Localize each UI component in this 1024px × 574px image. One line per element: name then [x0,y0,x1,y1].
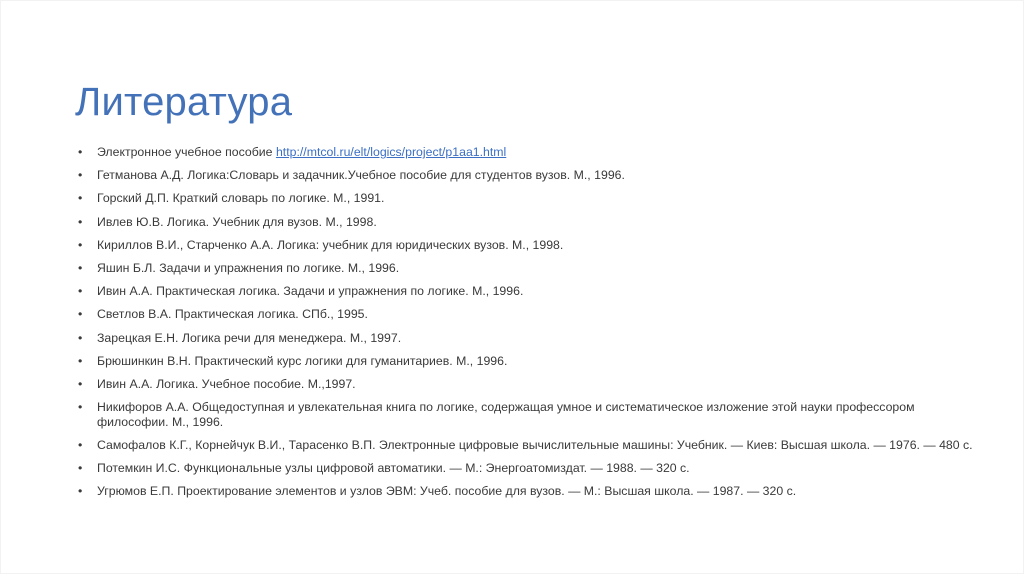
list-item [73,377,973,392]
reference-text: Угрюмов Е.П. Проектирование элементов и узлов ЭВМ: Учеб. пособие для вузов. — М.: Высшая школа. — 1987. — 320 с. [97,484,797,499]
list-item [73,261,973,276]
reference-link[interactable]: http://mtcol.ru/elt/logics/project/p1aa1.html [275,145,507,159]
list-item [73,307,973,322]
list-item [73,331,973,346]
bullet-icon: • [78,437,83,452]
reference-text: Никифоров А.А. Общедоступная и увлекательная книга по логике, содержащая умное и систематическое изложение этой науки профессором философии. М., 1996. [97,400,915,429]
bullet-icon: • [78,461,83,476]
list-item [73,238,973,253]
reference-text: Потемкин И.С. Функциональные узлы цифровой автоматики. — М.: Энергоатомиздат. — 1988. — 320 с. [97,461,690,476]
bullet-icon: • [78,400,83,415]
reference-text [97,145,506,159]
reference-prefix: Электронное учебное пособие [97,145,276,159]
reference-text: Кириллов В.И., Старченко А.А. Логика: учебник для юридических вузов. М., 1998. [97,237,564,252]
reference-text: Горский Д.П. Краткий словарь по логике. М., 1991. [97,191,385,206]
bullet-icon: • [78,330,83,345]
reference-text: Ивин А.А. Логика. Учебное пособие. М.,1997. [97,376,356,391]
list-item [73,191,973,206]
bullet-icon: • [78,353,83,368]
page-title: Литература [75,79,293,124]
reference-text: Ивин А.А. Практическая логика. Задачи и упражнения по логике. М., 1996. [97,284,524,299]
bullet-icon: • [78,191,83,206]
reference-text: Самофалов К.Г., Корнейчук В.И., Тарасенко В.П. Электронные цифровые вычислительные машины: Учебник. — Киев: Высшая школа. — 1976. — 480 с. [97,437,973,452]
bullet-icon: • [78,260,83,275]
bullet-icon: • [78,376,83,391]
list-item [73,354,973,369]
bullet-icon: • [78,284,83,299]
reference-text: Яшин Б.Л. Задачи и упражнения по логике. М., 1996. [97,260,400,275]
list-item [73,400,973,429]
bullet-icon: • [78,214,83,229]
list-item [73,284,973,299]
bibliography-list [73,145,973,507]
reference-text: Брюшинкин В.Н. Практический курс логики для гуманитариев. М., 1996. [97,353,508,368]
list-item [73,215,973,230]
bullet-icon: • [78,145,83,159]
reference-text: Ивлев Ю.В. Логика. Учебник для вузов. М., 1998. [97,214,377,229]
reference-text: Зарецкая Е.Н. Логика речи для менеджера. М., 1997. [97,330,402,345]
bullet-icon: • [78,484,83,499]
list-item [73,438,973,453]
bullet-icon: • [78,237,83,252]
reference-text: Светлов В.А. Практическая логика. СПб., 1995. [97,307,368,322]
bullet-icon: • [78,307,83,322]
list-item [73,484,973,499]
list-item [73,461,973,476]
reference-text: Гетманова А.Д. Логика:Словарь и задачник.Учебное пособие для студентов вузов. М., 1996. [97,168,625,183]
list-item [73,168,973,183]
list-item [73,145,973,160]
bullet-icon: • [78,168,83,183]
